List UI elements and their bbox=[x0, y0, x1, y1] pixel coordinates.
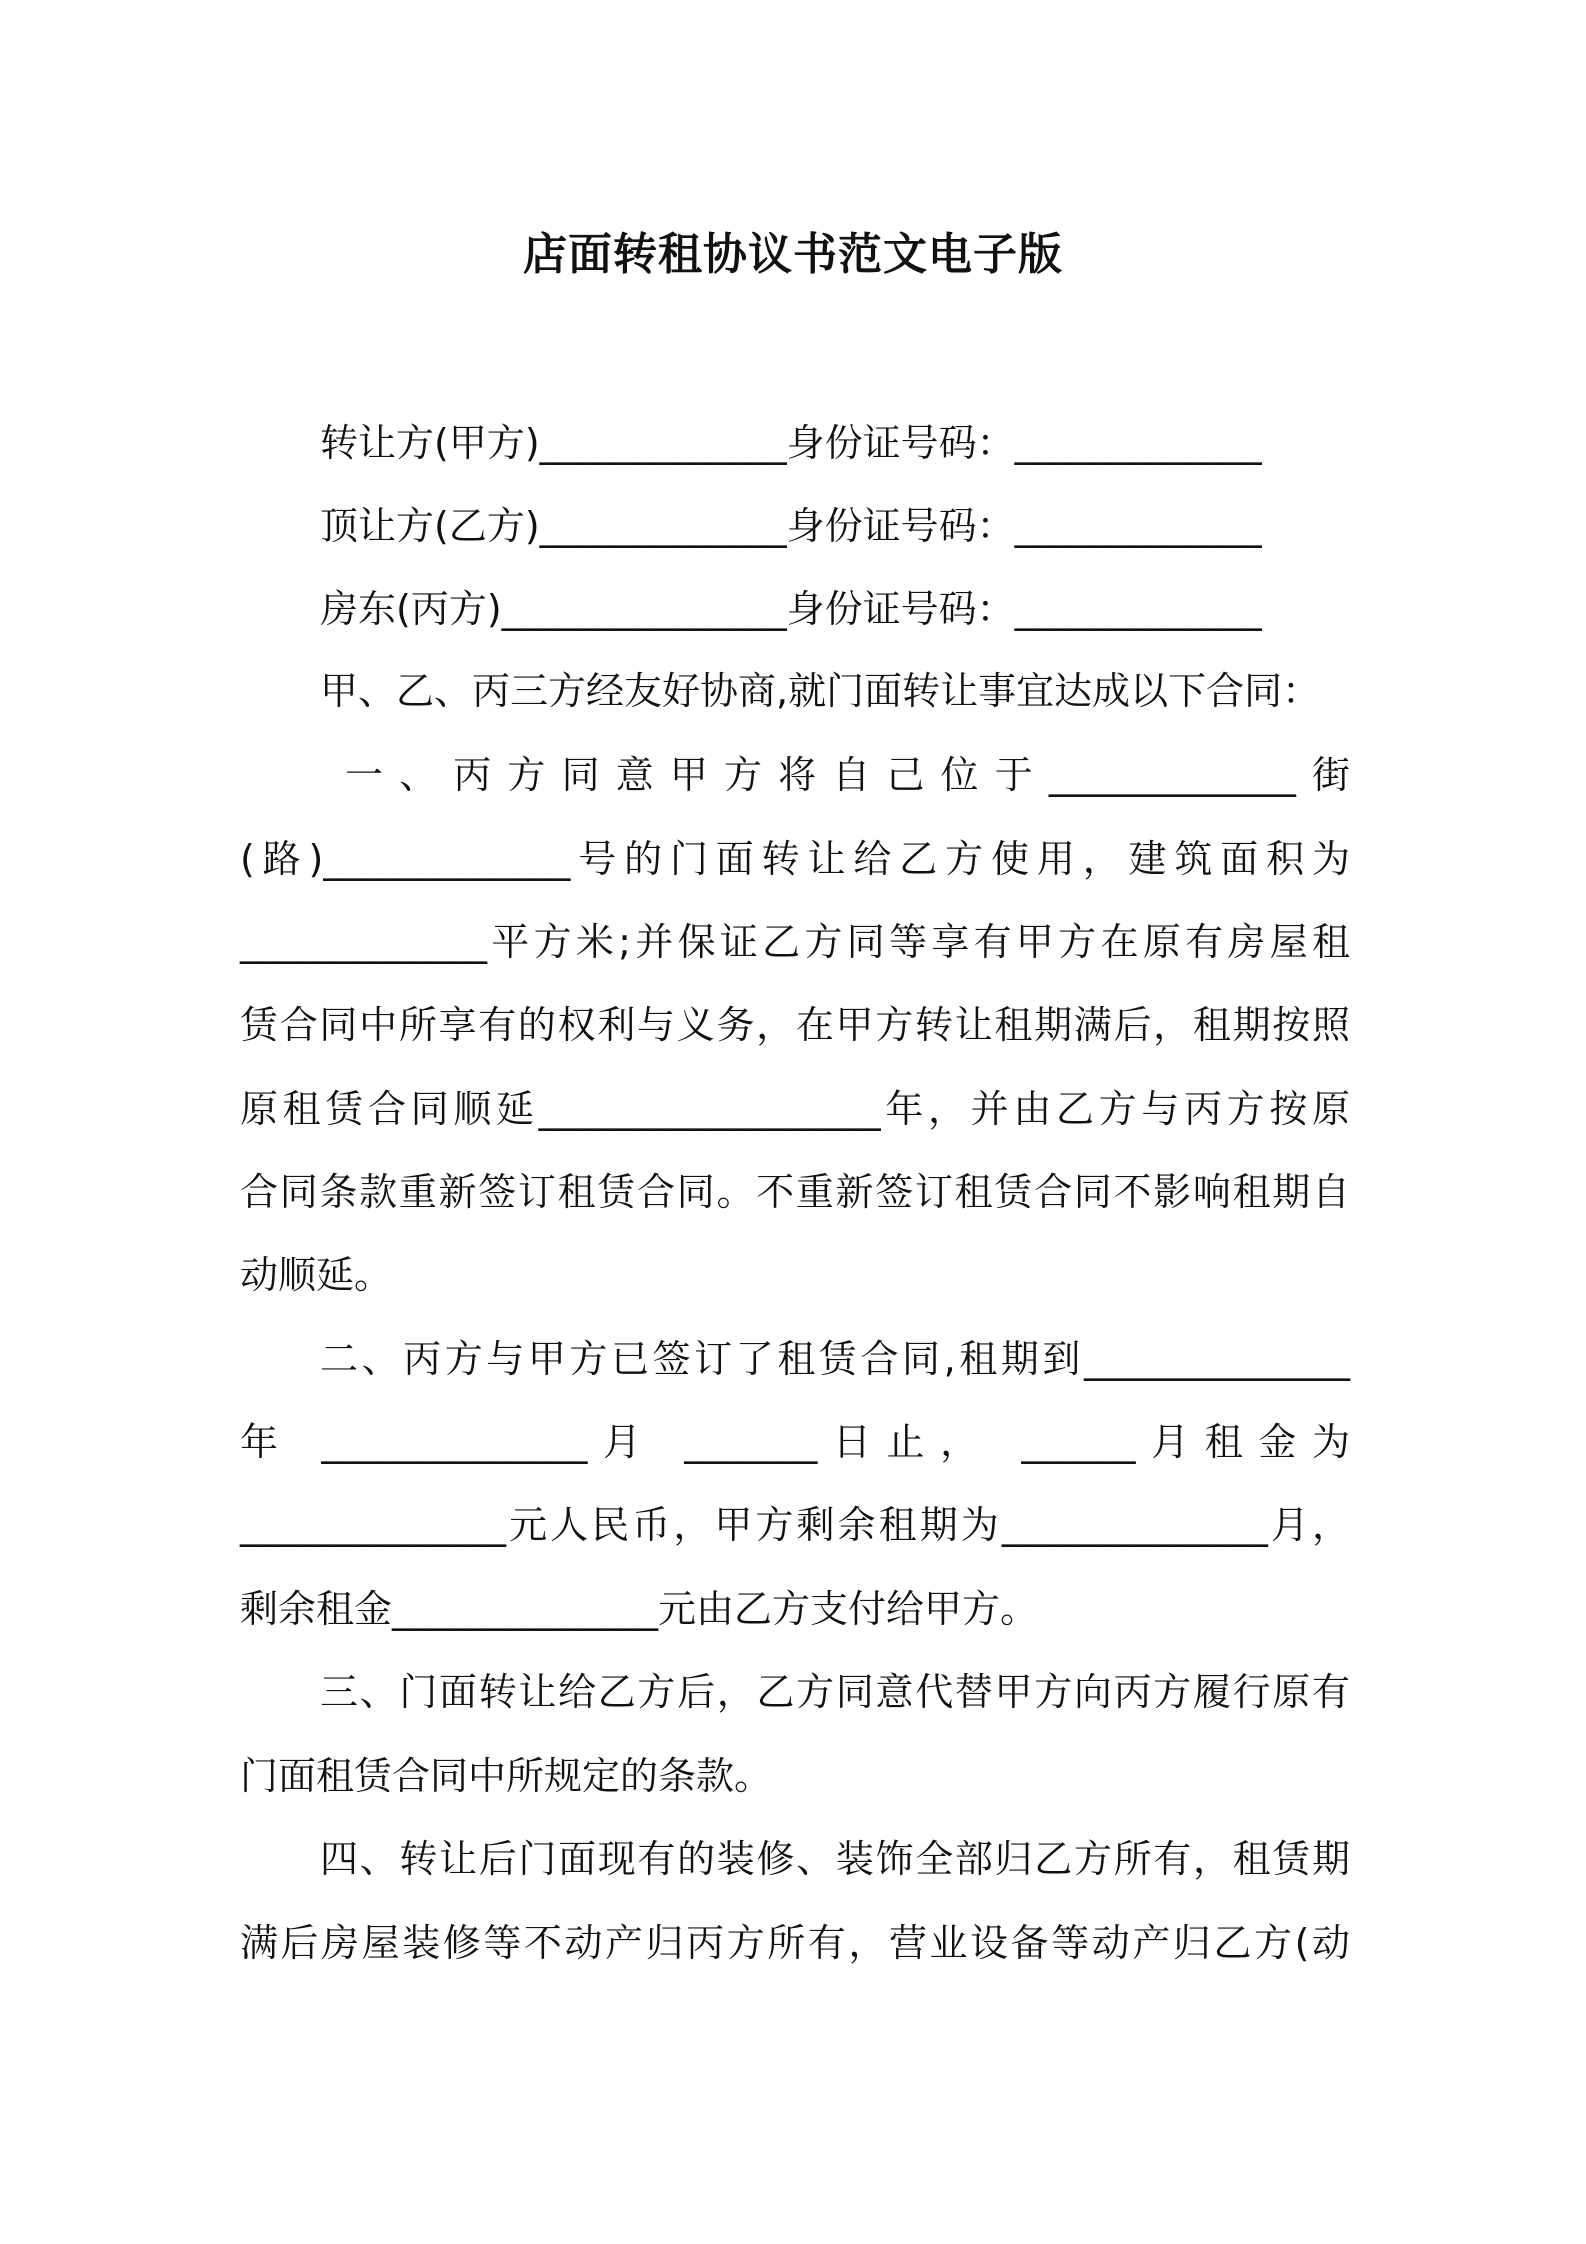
party-a-line: 转让方(甲方)_____________身份证号码：_____________ bbox=[320, 421, 1262, 465]
clause-1-line-1: 一、丙方同意甲方将自己位于_____________街 bbox=[345, 753, 1350, 797]
clause-1-line-6: 合同条款重新签订租赁合同。不重新签订租赁合同不影响租期自 bbox=[240, 1170, 1350, 1214]
clause-2-line-1: 二、丙方与甲方已签订了租赁合同,租期到______________ bbox=[320, 1337, 1350, 1381]
clause-3-line-2: 门面租赁合同中所规定的条款。 bbox=[240, 1754, 773, 1798]
clause-1-line-2: (路)_____________号的门面转让给乙方使用，建筑面积为 bbox=[240, 837, 1350, 881]
clause-1-line-4: 赁合同中所享有的权利与义务，在甲方转让租期满后，租期按照 bbox=[240, 1003, 1350, 1047]
preamble-line: 甲、乙、丙三方经友好协商,就门面转让事宜达成以下合同： bbox=[320, 669, 1321, 713]
clause-3-line-1: 三、门面转让给乙方后，乙方同意代替甲方向丙方履行原有 bbox=[320, 1670, 1350, 1714]
clause-4-line-1: 四、转让后门面现有的装修、装饰全部归乙方所有，租赁期 bbox=[320, 1837, 1350, 1881]
clause-1-line-7: 动顺延。 bbox=[240, 1253, 393, 1297]
clause-4-line-2: 满后房屋装修等不动产归丙方所有，营业设备等动产归乙方(动 bbox=[240, 1921, 1350, 1965]
clause-2-line-3: ______________元人民币，甲方剩余租期为______________月， bbox=[240, 1503, 1350, 1547]
party-c-line: 房东(丙方)_______________身份证号码：_____________ bbox=[320, 587, 1262, 631]
party-b-line: 顶让方(乙方)_____________身份证号码：_____________ bbox=[320, 504, 1262, 548]
document-title: 店面转租协议书范文电子版 bbox=[523, 229, 1063, 280]
clause-1-line-3: _____________平方米;并保证乙方同等享有甲方在原有房屋租 bbox=[240, 920, 1350, 964]
clause-2-line-4: 剩余租金______________元由乙方支付给甲方。 bbox=[240, 1587, 1039, 1631]
clause-1-line-5: 原租赁合同顺延__________________年，并由乙方与丙方按原 bbox=[240, 1087, 1350, 1131]
clause-2-line-2: 年 ______________月 _______日止， ______月租金为 bbox=[240, 1420, 1350, 1464]
